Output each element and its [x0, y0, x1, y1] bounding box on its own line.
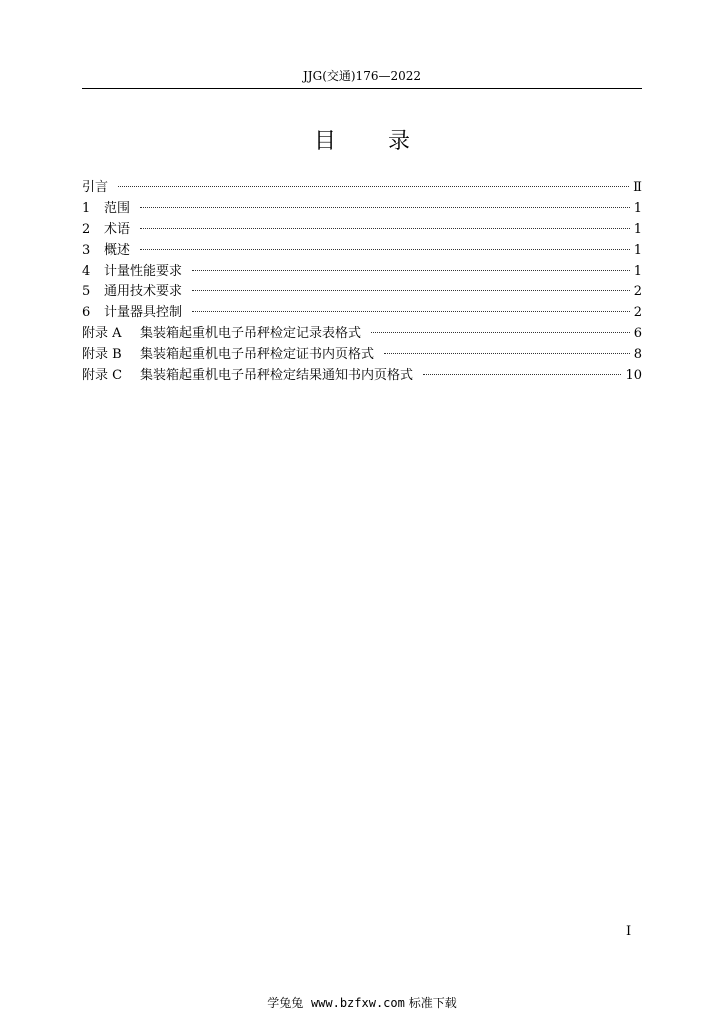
toc-entry-label: 术语	[104, 221, 131, 237]
toc-entry-number: 1	[82, 200, 91, 216]
toc-entry-number: 6	[82, 305, 91, 321]
toc-dot-leader	[192, 270, 630, 271]
toc-dot-leader	[384, 353, 630, 354]
header-rule	[82, 88, 642, 89]
toc-entry-page: 8	[633, 347, 642, 363]
toc-entry-label: 通用技术要求	[104, 284, 183, 300]
toc-entry-number: 2	[82, 221, 91, 237]
toc-entry-number: 附录 B	[82, 347, 122, 363]
toc-entry-page: 6	[633, 326, 642, 342]
toc-entry[interactable]	[82, 199, 642, 220]
footer	[0, 994, 724, 1011]
footer-site-name: 学兔兔	[267, 996, 304, 1010]
toc-entry-page: 1	[633, 242, 642, 258]
toc-entry-number: 4	[82, 263, 91, 279]
toc-entry-label: 引言	[82, 180, 109, 195]
toc-entry-number: 3	[82, 242, 91, 258]
toc-entry-label: 概述	[104, 242, 131, 258]
toc-entry-label: 范围	[104, 200, 131, 216]
toc-entry-page: 1	[633, 221, 642, 237]
toc-entry-label: 集装箱起重机电子吊秤检定记录表格式	[140, 326, 362, 342]
toc-entry-label: 集装箱起重机电子吊秤检定结果通知书内页格式	[140, 368, 414, 384]
table-of-contents	[82, 178, 642, 387]
toc-dot-leader	[192, 311, 630, 312]
toc-entry-label: 集装箱起重机电子吊秤检定证书内页格式	[140, 347, 375, 363]
toc-dot-leader	[192, 290, 630, 291]
toc-entry[interactable]	[82, 220, 642, 241]
toc-entry[interactable]	[82, 303, 642, 324]
toc-entry-page: 2	[633, 305, 642, 321]
toc-entry-page: Ⅱ	[633, 180, 642, 195]
toc-dot-leader	[140, 249, 630, 250]
toc-entry-page: 1	[633, 263, 642, 279]
toc-entry-page: 2	[633, 284, 642, 300]
toc-entry[interactable]	[82, 262, 642, 283]
page-title	[0, 124, 724, 155]
toc-dot-leader	[140, 207, 630, 208]
toc-dot-leader	[371, 332, 630, 333]
page-number: I	[626, 924, 632, 939]
toc-entry-number: 附录 C	[82, 368, 123, 384]
toc-dot-leader	[118, 186, 629, 187]
toc-entry-label: 计量性能要求	[104, 263, 183, 279]
toc-entry-number: 附录 A	[82, 326, 122, 342]
toc-entry-label: 计量器具控制	[104, 305, 183, 321]
toc-dot-leader	[140, 228, 630, 229]
toc-entry[interactable]	[82, 282, 642, 303]
footer-tagline: 标准下载	[408, 996, 457, 1010]
toc-dot-leader	[423, 374, 621, 375]
toc-entry[interactable]	[82, 241, 642, 262]
footer-url[interactable]: www.bzfxw.com	[310, 996, 405, 1010]
toc-entry-page: 10	[625, 368, 642, 384]
toc-entry[interactable]	[82, 345, 642, 366]
document-code: JJG(交通)176—2022	[302, 69, 421, 83]
title-char-1: 目	[313, 129, 336, 154]
toc-entry-page: 1	[633, 200, 642, 216]
toc-entry[interactable]	[82, 324, 642, 345]
toc-entry[interactable]	[82, 178, 642, 199]
title-char-2: 录	[388, 129, 411, 154]
toc-entry[interactable]	[82, 366, 642, 387]
toc-entry-number: 5	[82, 284, 91, 300]
